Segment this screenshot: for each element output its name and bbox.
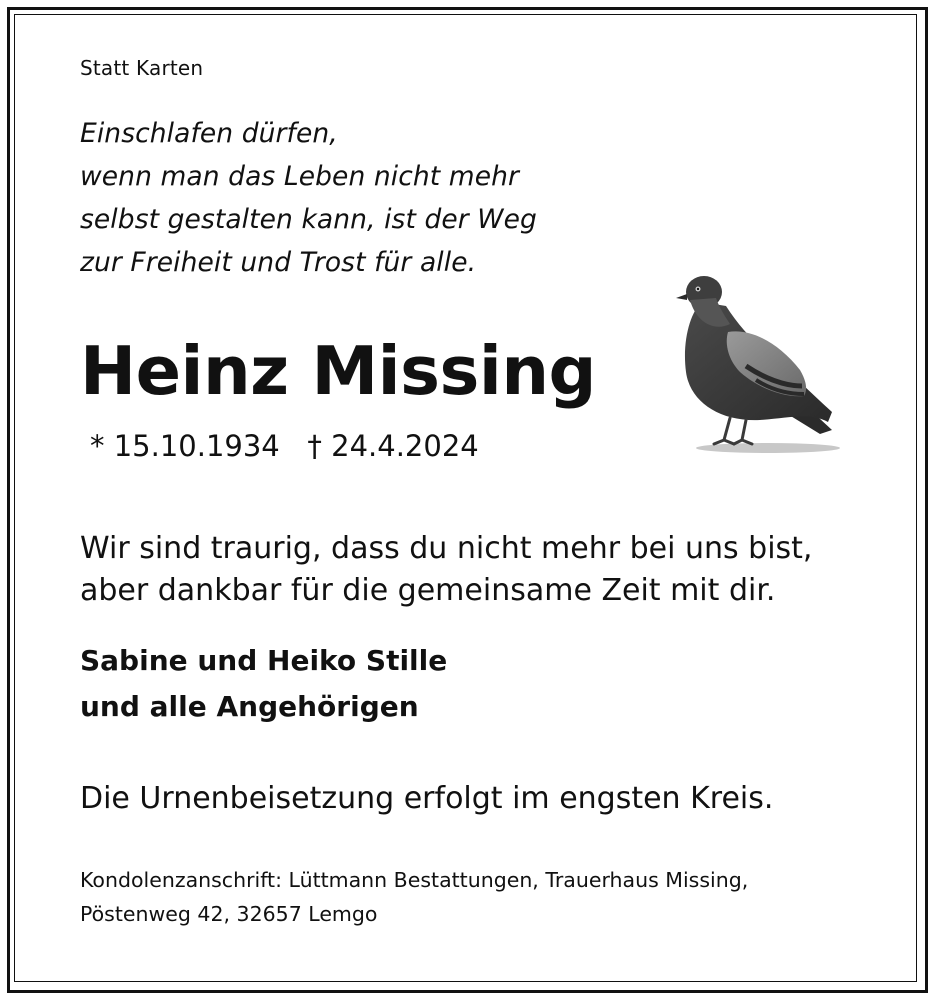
condolence-line: Pöstenweg 42, 32657 Lemgo <box>80 902 378 926</box>
burial-note: Die Urnenbeisetzung erfolgt im engsten Kreis. <box>80 781 774 816</box>
life-dates <box>90 427 479 465</box>
condolence-address <box>80 863 748 931</box>
poem-line: selbst gestalten kann, ist der Weg <box>80 204 537 235</box>
header-note: Statt Karten <box>80 56 204 80</box>
birth-date: * 15.10.1934 <box>90 429 280 463</box>
mourners-line: Sabine und Heiko Stille <box>80 644 448 677</box>
condolence-line: Kondolenzanschrift: Lüttmann Bestattungen, Trauerhaus Missing, <box>80 868 749 892</box>
poem-line: wenn man das Leben nicht mehr <box>80 161 520 192</box>
mourners <box>80 638 447 730</box>
poem <box>80 112 537 284</box>
poem-line: Einschlafen dürfen, <box>80 118 338 149</box>
mourners-line: und alle Angehörigen <box>80 690 419 723</box>
message-line: aber dankbar für die gemeinsame Zeit mit dir. <box>80 573 776 608</box>
message-line: Wir sind traurig, dass du nicht mehr bei uns bist, <box>80 531 813 566</box>
date-spacer <box>280 429 308 463</box>
poem-line: zur Freiheit und Trost für alle. <box>80 247 477 278</box>
deceased-name: Heinz Missing <box>80 332 597 410</box>
farewell-message <box>80 528 812 612</box>
pigeon-icon <box>660 262 850 462</box>
death-date: † 24.4.2024 <box>307 429 479 463</box>
